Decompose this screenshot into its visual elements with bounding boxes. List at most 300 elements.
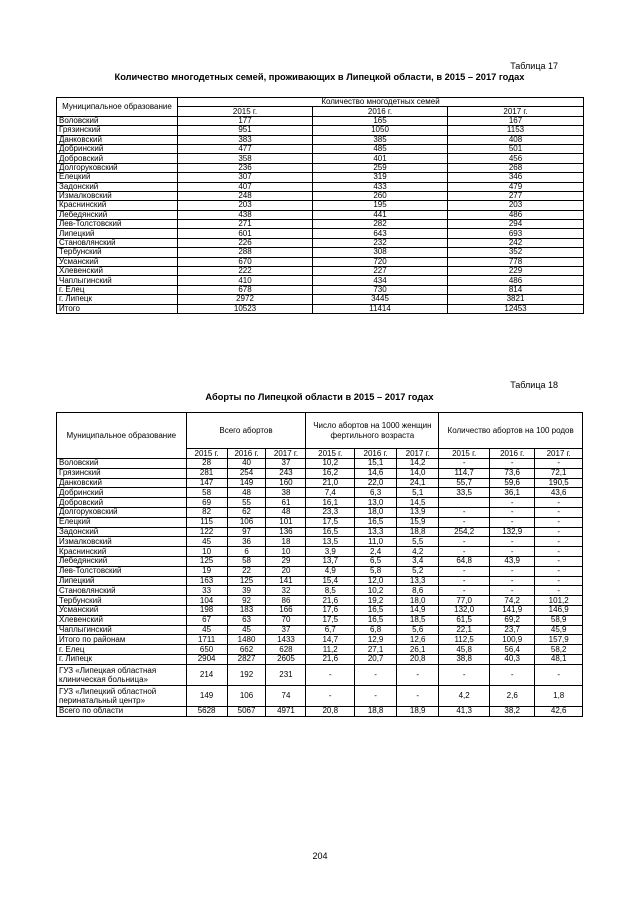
table-17-header-group: Количество многодетных семей <box>178 98 584 107</box>
table-row <box>57 210 584 219</box>
table-cell: - <box>397 664 439 685</box>
row-label: Задонский <box>57 182 178 191</box>
table-cell: 40 <box>227 459 266 469</box>
table-row <box>57 459 583 469</box>
table-cell: 628 <box>266 645 306 655</box>
table-cell: 18,5 <box>397 615 439 625</box>
table-cell: 16,2 <box>306 468 355 478</box>
row-label: Чаплыгинский <box>57 625 187 635</box>
table-row <box>57 566 583 576</box>
table-cell: 97 <box>227 527 266 537</box>
table-18-year-header: 2015 г. <box>439 449 490 459</box>
table-cell <box>439 498 490 508</box>
table-cell: 282 <box>313 220 448 229</box>
table-cell: 106 <box>227 685 266 706</box>
table-cell: 2904 <box>186 654 227 664</box>
table-cell: 18,8 <box>355 706 397 716</box>
table-cell: 13,3 <box>355 527 397 537</box>
table-cell: 401 <box>313 154 448 163</box>
table-cell: 2,6 <box>490 685 535 706</box>
table-cell: 486 <box>448 210 584 219</box>
table-cell: 100,9 <box>490 635 535 645</box>
table-cell: 104 <box>186 596 227 606</box>
table-cell: 43,9 <box>490 556 535 566</box>
table-cell: 2605 <box>266 654 306 664</box>
table-cell: 12453 <box>448 304 584 313</box>
table-18-body <box>57 459 583 717</box>
table-cell: 74 <box>266 685 306 706</box>
table-cell: 4,2 <box>397 547 439 557</box>
table-cell: 814 <box>448 285 584 294</box>
table-row <box>57 517 583 527</box>
table-cell: 16,1 <box>306 498 355 508</box>
table-cell: 5,1 <box>397 488 439 498</box>
table-cell: 410 <box>178 276 313 285</box>
table-cell: 55,7 <box>439 478 490 488</box>
table-row <box>57 126 584 135</box>
table-cell: 132,0 <box>439 605 490 615</box>
table-row <box>57 257 584 266</box>
table-cell: 40,3 <box>490 654 535 664</box>
table-18-header-per100: Количество абортов на 100 родов <box>439 413 583 449</box>
table-cell: 58 <box>227 556 266 566</box>
table-cell: 63 <box>227 615 266 625</box>
table-cell: 501 <box>448 144 584 153</box>
table-cell: 18,0 <box>397 596 439 606</box>
table-cell: 15,9 <box>397 517 439 527</box>
table-cell: - <box>535 664 583 685</box>
table-cell: 14,9 <box>397 605 439 615</box>
table-cell: - <box>535 586 583 596</box>
table-row <box>57 615 583 625</box>
row-label: г. Липецк <box>57 295 178 304</box>
table-cell: 73,6 <box>490 468 535 478</box>
table-cell: - <box>535 459 583 469</box>
table-row <box>57 507 583 517</box>
table-18-year-header: 2016 г. <box>490 449 535 459</box>
table-row <box>57 248 584 257</box>
table-cell: 643 <box>313 229 448 238</box>
table-cell: 13,7 <box>306 556 355 566</box>
table-cell: - <box>439 576 490 586</box>
row-label: Долгоруковский <box>57 163 178 172</box>
table-cell: 1480 <box>227 635 266 645</box>
table-cell: 20,7 <box>355 654 397 664</box>
table-cell: 132,9 <box>490 527 535 537</box>
table-cell: 6,8 <box>355 625 397 635</box>
table-cell: 20,8 <box>306 706 355 716</box>
table-cell: - <box>397 685 439 706</box>
table-cell: 1,8 <box>535 685 583 706</box>
row-label: Липецкий <box>57 229 178 238</box>
row-label: Усманский <box>57 257 178 266</box>
table-cell: 14,0 <box>397 468 439 478</box>
row-label: Добринский <box>57 144 178 153</box>
table-row <box>57 267 584 276</box>
table-cell: 160 <box>266 478 306 488</box>
table-row <box>57 576 583 586</box>
table-cell: 951 <box>178 126 313 135</box>
table-row <box>57 163 584 172</box>
table-row <box>57 537 583 547</box>
table-cell: 198 <box>186 605 227 615</box>
row-label: Елецкий <box>57 517 187 527</box>
table-cell: 37 <box>266 625 306 635</box>
table-cell: - <box>535 566 583 576</box>
table-18-year-header: 2017 г. <box>266 449 306 459</box>
table-18-header-municipality: Муниципальное образование <box>57 413 187 459</box>
table-cell: 177 <box>178 116 313 125</box>
table-row <box>57 182 584 191</box>
table-cell: - <box>490 498 535 508</box>
table-cell: 441 <box>313 210 448 219</box>
table-cell: - <box>439 459 490 469</box>
table-cell: 157,9 <box>535 635 583 645</box>
table-row <box>57 478 583 488</box>
row-label: Тербунский <box>57 596 187 606</box>
table-cell: - <box>490 517 535 527</box>
table-cell: 77,0 <box>439 596 490 606</box>
table-row <box>57 685 583 706</box>
table-cell: 48,1 <box>535 654 583 664</box>
row-label: ГУЗ «Липецкий областной перинатальный центр» <box>57 685 187 706</box>
table-17-label: Таблица 17 <box>510 61 558 71</box>
table-cell: 29 <box>266 556 306 566</box>
table-cell: 5,6 <box>397 625 439 635</box>
row-label: Лебедянский <box>57 556 187 566</box>
table-cell: 479 <box>448 182 584 191</box>
row-label: Воловский <box>57 459 187 469</box>
table-cell: 112,5 <box>439 635 490 645</box>
table-cell: 3445 <box>313 295 448 304</box>
table-cell: 2,4 <box>355 547 397 557</box>
table-17-body <box>57 116 584 313</box>
table-row <box>57 596 583 606</box>
row-label: Становлянский <box>57 586 187 596</box>
table-cell: 227 <box>313 267 448 276</box>
table-18-label: Таблица 18 <box>510 380 558 390</box>
table-cell: 203 <box>448 201 584 210</box>
table-18-year-header: 2017 г. <box>397 449 439 459</box>
table-18-year-header: 2015 г. <box>306 449 355 459</box>
table-cell: 166 <box>266 605 306 615</box>
row-label: Хлевенский <box>57 615 187 625</box>
table-cell: 149 <box>227 478 266 488</box>
table-cell: - <box>535 507 583 517</box>
table-cell: 45 <box>186 625 227 635</box>
row-label: ГУЗ «Липецкая областная клиническая больница» <box>57 664 187 685</box>
table-17-header-municipality: Муниципальное образование <box>57 98 178 117</box>
table-cell: 62 <box>227 507 266 517</box>
table-cell: 248 <box>178 191 313 200</box>
table-cell: 101 <box>266 517 306 527</box>
table-cell: 358 <box>178 154 313 163</box>
table-17 <box>56 97 584 314</box>
table-18 <box>56 412 583 717</box>
table-cell: 294 <box>448 220 584 229</box>
table-cell: 82 <box>186 507 227 517</box>
table-cell: - <box>490 566 535 576</box>
table-row <box>57 276 584 285</box>
table-cell: 38 <box>266 488 306 498</box>
table-cell: - <box>439 507 490 517</box>
table-cell: 18,0 <box>355 507 397 517</box>
table-cell: - <box>439 586 490 596</box>
table-cell: - <box>535 556 583 566</box>
table-cell: 15,4 <box>306 576 355 586</box>
table-cell: 136 <box>266 527 306 537</box>
table-cell: 125 <box>227 576 266 586</box>
row-label: Грязинский <box>57 126 178 135</box>
row-label: Долгоруковский <box>57 507 187 517</box>
table-cell: 10523 <box>178 304 313 313</box>
table-row <box>57 645 583 655</box>
table-18-year-header: 2017 г. <box>535 449 583 459</box>
table-cell: 195 <box>313 201 448 210</box>
table-cell: - <box>439 547 490 557</box>
row-label: Добровский <box>57 154 178 163</box>
table-cell: 48 <box>266 507 306 517</box>
row-label: Воловский <box>57 116 178 125</box>
table-cell: 670 <box>178 257 313 266</box>
table-cell: 165 <box>313 116 448 125</box>
table-cell: 383 <box>178 135 313 144</box>
table-cell: - <box>535 537 583 547</box>
table-18-title: Аборты по Липецкой области в 2015 – 2017 годах <box>205 392 434 402</box>
table-cell: - <box>439 566 490 576</box>
table-cell: 8,5 <box>306 586 355 596</box>
table-cell: 5,5 <box>397 537 439 547</box>
table-row <box>57 498 583 508</box>
table-cell: 6 <box>227 547 266 557</box>
table-cell: 268 <box>448 163 584 172</box>
table-cell: 19,2 <box>355 596 397 606</box>
table-cell: 281 <box>186 468 227 478</box>
table-row <box>57 154 584 163</box>
table-cell: 163 <box>186 576 227 586</box>
table-cell: 55 <box>227 498 266 508</box>
table-cell: 16,5 <box>355 517 397 527</box>
row-label: Грязинский <box>57 468 187 478</box>
table-cell: 4,2 <box>439 685 490 706</box>
table-cell: 10 <box>266 547 306 557</box>
table-18-year-header: 2016 г. <box>227 449 266 459</box>
table-row <box>57 220 584 229</box>
table-cell: 601 <box>178 229 313 238</box>
row-label: Всего по области <box>57 706 187 716</box>
table-cell: - <box>490 547 535 557</box>
table-cell: 67 <box>186 615 227 625</box>
table-cell: 28 <box>186 459 227 469</box>
table-cell: - <box>490 576 535 586</box>
table-cell: 58,9 <box>535 615 583 625</box>
table-cell: 5,8 <box>355 566 397 576</box>
row-label: Елецкий <box>57 173 178 182</box>
table-row <box>57 488 583 498</box>
row-label: Данковский <box>57 135 178 144</box>
table-cell: - <box>490 537 535 547</box>
table-18-year-header: 2015 г. <box>186 449 227 459</box>
table-17-year-header: 2015 г. <box>178 107 313 116</box>
table-cell: 92 <box>227 596 266 606</box>
table-cell: 24,1 <box>397 478 439 488</box>
table-cell: 222 <box>178 267 313 276</box>
table-cell: 18 <box>266 537 306 547</box>
table-row <box>57 144 584 153</box>
table-cell: 650 <box>186 645 227 655</box>
row-label: Измалковский <box>57 191 178 200</box>
row-label: Чаплыгинский <box>57 276 178 285</box>
table-cell: 5,2 <box>397 566 439 576</box>
table-cell: 59,6 <box>490 478 535 488</box>
table-cell: 114,7 <box>439 468 490 478</box>
table-cell: 192 <box>227 664 266 685</box>
table-row <box>57 135 584 144</box>
table-cell: 38,2 <box>490 706 535 716</box>
table-cell: 70 <box>266 615 306 625</box>
table-row <box>57 295 584 304</box>
row-label: Задонский <box>57 527 187 537</box>
table-cell: 141 <box>266 576 306 586</box>
table-cell: 6,7 <box>306 625 355 635</box>
table-cell: - <box>355 685 397 706</box>
table-cell: 4,9 <box>306 566 355 576</box>
table-cell: 14,6 <box>355 468 397 478</box>
table-cell: 11,2 <box>306 645 355 655</box>
table-cell: 69,2 <box>490 615 535 625</box>
row-label: Краснинский <box>57 547 187 557</box>
table-cell: 56,4 <box>490 645 535 655</box>
table-cell: 38,8 <box>439 654 490 664</box>
table-cell: 308 <box>313 248 448 257</box>
table-cell: 203 <box>178 201 313 210</box>
table-cell: - <box>490 507 535 517</box>
table-cell: 7,4 <box>306 488 355 498</box>
table-cell: 141,9 <box>490 605 535 615</box>
table-cell: 662 <box>227 645 266 655</box>
table-cell: 18,9 <box>397 706 439 716</box>
table-cell: 6,3 <box>355 488 397 498</box>
table-cell: 1433 <box>266 635 306 645</box>
table-cell: 730 <box>313 285 448 294</box>
row-label: Лев-Толстовский <box>57 220 178 229</box>
table-cell: 3821 <box>448 295 584 304</box>
table-cell: 678 <box>178 285 313 294</box>
row-label: г. Елец <box>57 645 187 655</box>
table-cell: 260 <box>313 191 448 200</box>
table-cell: 20 <box>266 566 306 576</box>
table-cell: - <box>306 685 355 706</box>
table-cell: 13,3 <box>397 576 439 586</box>
table-cell: 5067 <box>227 706 266 716</box>
table-cell: - <box>490 664 535 685</box>
table-cell: 254,2 <box>439 527 490 537</box>
table-cell: 486 <box>448 276 584 285</box>
table-cell: 17,6 <box>306 605 355 615</box>
table-cell: 319 <box>313 173 448 182</box>
table-cell: 1153 <box>448 126 584 135</box>
table-cell: 22 <box>227 566 266 576</box>
row-label: Итого по районам <box>57 635 187 645</box>
table-cell: 74,2 <box>490 596 535 606</box>
table-cell: 254 <box>227 468 266 478</box>
table-cell: 58,2 <box>535 645 583 655</box>
table-cell: 10,2 <box>306 459 355 469</box>
table-cell: 434 <box>313 276 448 285</box>
table-row <box>57 468 583 478</box>
table-cell: 720 <box>313 257 448 266</box>
table-cell: 26,1 <box>397 645 439 655</box>
table-row <box>57 285 584 294</box>
table-cell: 693 <box>448 229 584 238</box>
table-17-year-header: 2017 г. <box>448 107 584 116</box>
table-cell: 19 <box>186 566 227 576</box>
table-cell: 17,5 <box>306 517 355 527</box>
table-row <box>57 664 583 685</box>
table-cell: 12,0 <box>355 576 397 586</box>
table-cell: 33 <box>186 586 227 596</box>
table-cell: 14,7 <box>306 635 355 645</box>
table-cell: 22,1 <box>439 625 490 635</box>
table-cell: 86 <box>266 596 306 606</box>
table-cell: 48 <box>227 488 266 498</box>
table-row <box>57 229 584 238</box>
table-cell: 778 <box>448 257 584 266</box>
table-18-year-header: 2016 г. <box>355 449 397 459</box>
row-label: Лебедянский <box>57 210 178 219</box>
table-cell: 183 <box>227 605 266 615</box>
table-cell: 13,0 <box>355 498 397 508</box>
table-cell: 433 <box>313 182 448 191</box>
table-cell: 61,5 <box>439 615 490 625</box>
table-cell: 477 <box>178 144 313 153</box>
table-cell: 485 <box>313 144 448 153</box>
table-cell: 243 <box>266 468 306 478</box>
table-17-title: Количество многодетных семей, проживающих в Липецкой области, в 2015 – 2017 годах <box>114 72 525 82</box>
table-cell: - <box>535 576 583 586</box>
table-cell: 72,1 <box>535 468 583 478</box>
table-cell: 438 <box>178 210 313 219</box>
table-cell: 8,6 <box>397 586 439 596</box>
table-cell: 41,3 <box>439 706 490 716</box>
table-cell: 231 <box>266 664 306 685</box>
row-label: Данковский <box>57 478 187 488</box>
table-cell: 190,5 <box>535 478 583 488</box>
table-cell: 167 <box>448 116 584 125</box>
table-cell: 22,0 <box>355 478 397 488</box>
row-label: Хлевенский <box>57 267 178 276</box>
row-label: Добринский <box>57 488 187 498</box>
table-cell: 125 <box>186 556 227 566</box>
table-18-header-per1000: Число абортов на 1000 женщин фертильного возраста <box>306 413 439 449</box>
table-cell: 352 <box>448 248 584 257</box>
table-cell: 407 <box>178 182 313 191</box>
table-cell: 408 <box>448 135 584 144</box>
table-row <box>57 547 583 557</box>
table-cell: 232 <box>313 238 448 247</box>
table-cell: 259 <box>313 163 448 172</box>
table-cell: 10 <box>186 547 227 557</box>
table-cell: 61 <box>266 498 306 508</box>
table-row <box>57 586 583 596</box>
table-row <box>57 527 583 537</box>
table-row <box>57 238 584 247</box>
table-row <box>57 654 583 664</box>
table-cell: 226 <box>178 238 313 247</box>
row-label: Итого <box>57 304 178 313</box>
table-row <box>57 556 583 566</box>
table-cell: 1050 <box>313 126 448 135</box>
